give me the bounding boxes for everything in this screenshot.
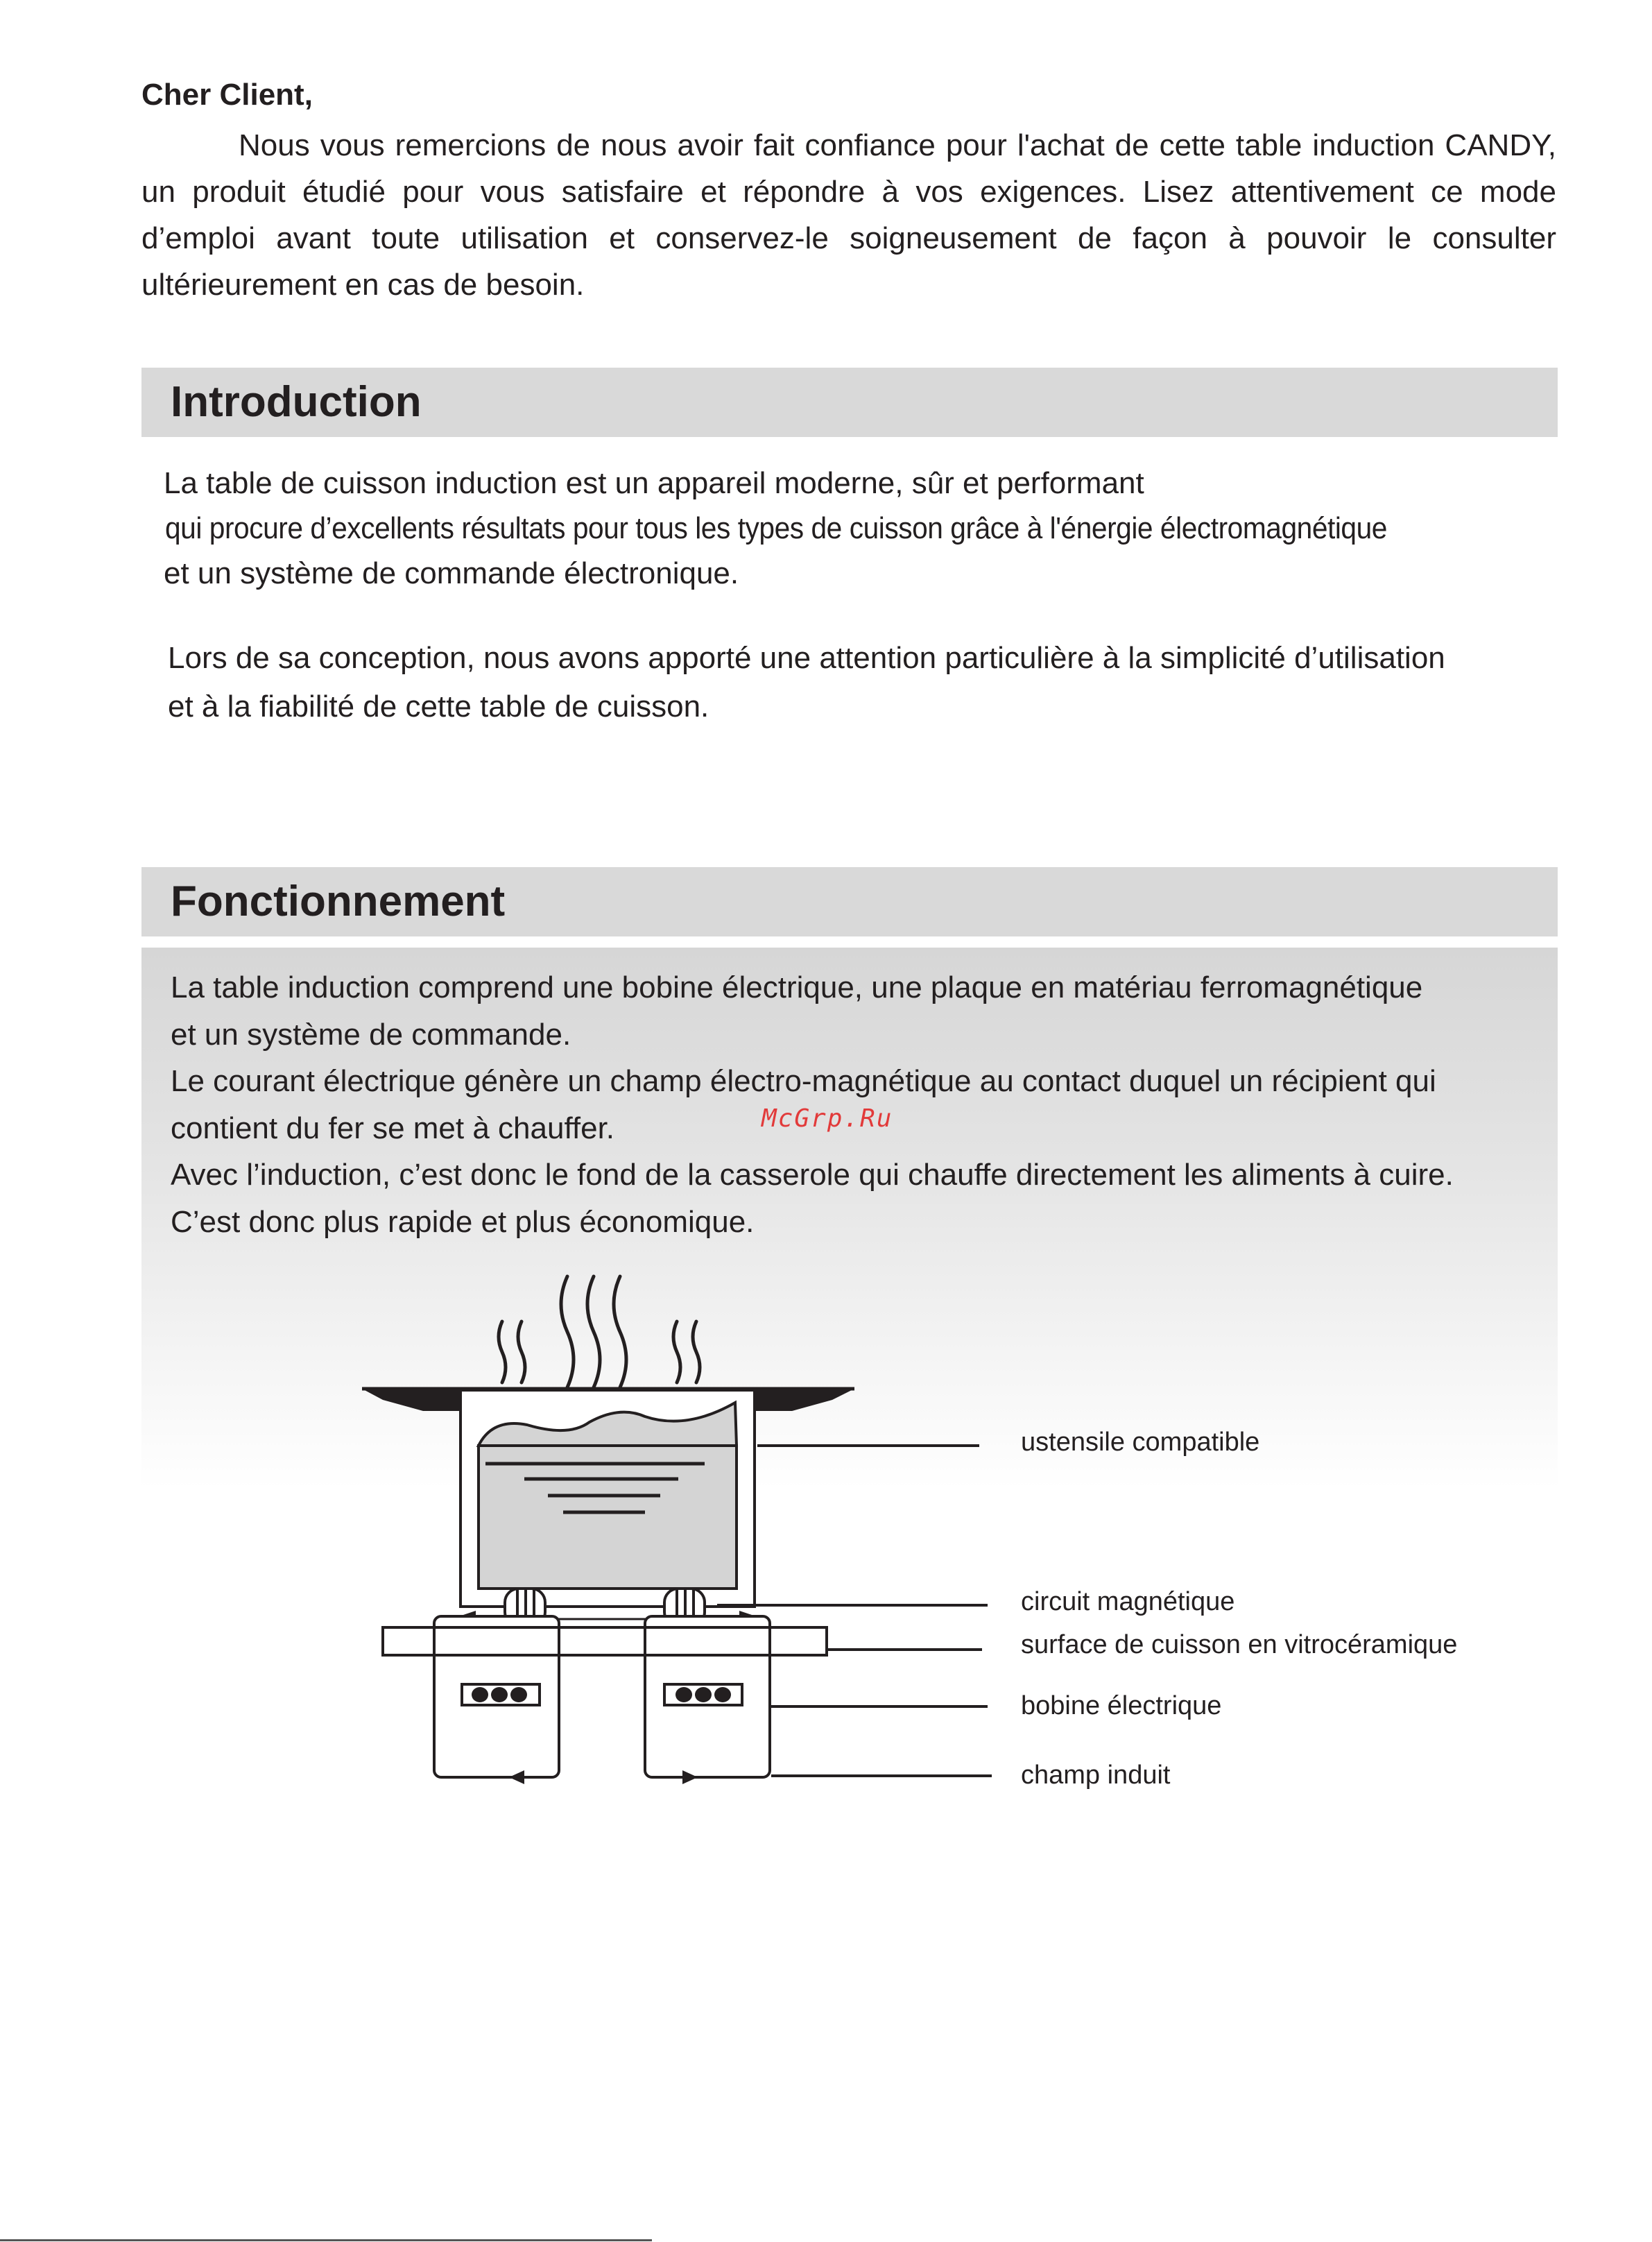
steam-wave	[587, 1276, 600, 1387]
label-utensil: ustensile compatible	[1021, 1428, 1260, 1457]
intro-paragraph: Nous vous remercions de nous avoir fait confiance pour l'achat de cette table induction CANDY, un produit étudié pour vous satisfaire et répondre à vos exigences. Lisez attentivement ce mode d’emploi avant toute utilisation et conservez-le soigneusement de façon à pouvoir le consulter ultérieurement en cas de besoin.	[141, 128, 1556, 302]
greeting: Cher Client,	[141, 78, 313, 112]
pan-rim-left	[362, 1389, 461, 1411]
intro-line-5: et à la fiabilité de cette table de cuisson.	[168, 690, 709, 724]
fonc-line-1: La table induction comprend une bobine électrique, une plaque en matériau ferromagnétique	[171, 970, 1423, 1004]
label-coil: bobine électrique	[1021, 1691, 1222, 1720]
intro-line-3: et un système de commande électronique.	[164, 556, 739, 590]
label-magnetic-circuit: circuit magnétique	[1021, 1587, 1235, 1616]
pan-rim-right	[755, 1389, 854, 1411]
intro-line-4: Lors de sa conception, nous avons apporté une attention particulière à la simplicité d’utilisation	[168, 641, 1445, 675]
section-title: Introduction	[171, 378, 422, 426]
fonc-line-5: Avec l’induction, c’est donc le fond de la casserole qui chauffe directement les aliments à cuire.	[171, 1158, 1454, 1192]
fonc-line-6: C’est donc plus rapide et plus économique.	[171, 1204, 755, 1239]
pan-contents	[479, 1446, 737, 1589]
steam-wave	[499, 1321, 506, 1383]
intro-line-1: La table de cuisson induction est un appareil moderne, sûr et performant	[164, 466, 1144, 500]
steam-wave	[614, 1276, 626, 1387]
steam-wave	[561, 1276, 574, 1387]
section-title: Fonctionnement	[171, 878, 506, 925]
intro-line-2: qui procure d’excellents résultats pour tous les types de cuisson grâce à l'énergie électromagnétique	[165, 511, 1387, 545]
watermark: McGrp.Ru	[762, 1104, 893, 1133]
fonc-line-2: et un système de commande.	[171, 1017, 571, 1052]
fonc-line-4: contient du fer se met à chauffer.	[171, 1111, 615, 1145]
footer-rule	[0, 2239, 652, 2241]
label-cooking-surface: surface de cuisson en vitrocéramique	[1021, 1630, 1458, 1659]
steam-wave	[693, 1321, 700, 1383]
steam-wave	[673, 1321, 680, 1383]
label-induced-field: champ induit	[1021, 1761, 1171, 1790]
fonc-line-3: Le courant électrique génère un champ électro-magnétique au contact duquel un récipient qui	[171, 1064, 1436, 1098]
steam-wave	[518, 1321, 525, 1383]
